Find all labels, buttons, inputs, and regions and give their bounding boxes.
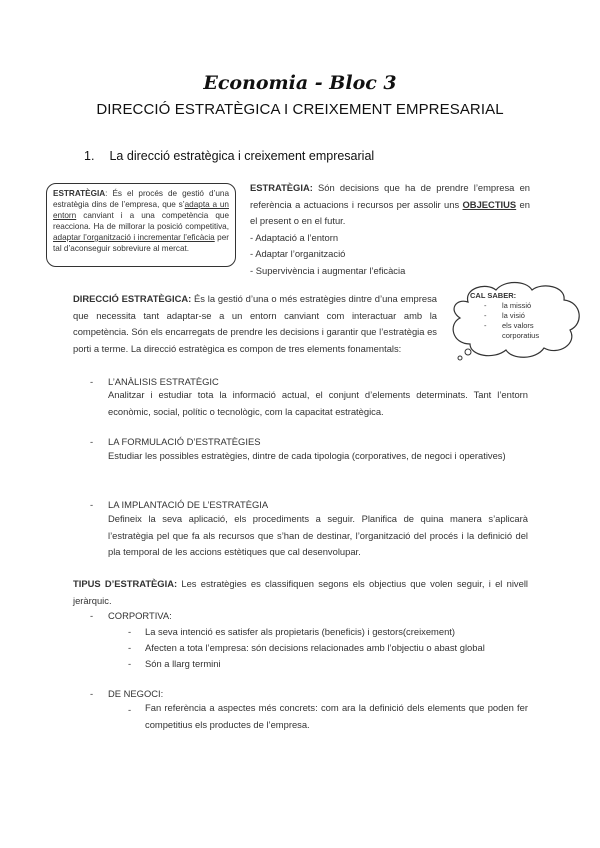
cloud-item: - la visió bbox=[484, 311, 552, 321]
list-dash: - bbox=[90, 610, 94, 621]
direccio-paragraph bbox=[73, 291, 437, 357]
element-body: Analitzar i estudiar tota la informació actual, el conjunt d’elements determinats. Tant l’entorn econòmic, social, polític o tecnològic, com la capacitat estratègica. bbox=[108, 389, 528, 417]
corporativa-head: CORPORTIVA: bbox=[108, 610, 172, 621]
estrategia-item: - Supervivència i augmentar l’eficàcia bbox=[250, 264, 406, 276]
box-text-1: : És el procés de gestió d’una estratègia dins de l’empresa, que s’ bbox=[53, 189, 229, 209]
element-head: L’ANÀLISIS ESTRATÈGIC bbox=[108, 376, 219, 387]
box-label: ESTRATÈGIA bbox=[53, 189, 106, 198]
box-text-2: canviant i a una competència que reacciona. Ha de millorar la posició competitiva, bbox=[53, 211, 229, 231]
list-dash: - bbox=[90, 688, 94, 699]
direccio-text: És la gestió d’una o més estratègies dintre d’una empresa que necessita tant adaptar-se a un entorn canviant com interactuar amb la competència. Són els encarregats de prendre les decisions i garantir que l’estratègia es porti a terme. La direcció estratègica es compon de tres elements fonamentals: bbox=[73, 293, 437, 354]
estrategia-item: - Adaptació a l’entorn bbox=[250, 231, 339, 243]
list-dash: - bbox=[128, 658, 132, 669]
corporativa-item: Són a llarg termini bbox=[145, 658, 221, 669]
list-dash: - bbox=[90, 436, 94, 447]
cloud-item: - la missió bbox=[484, 301, 552, 311]
estrategia-text-1: Són decisions que ha de prendre l’empresa en referència a actuacions i recursos per assolir uns bbox=[250, 182, 530, 210]
estrategia-label: ESTRATÈGIA: bbox=[250, 182, 313, 193]
section-heading bbox=[84, 149, 374, 163]
section-title: La direcció estratègica i creixement empresarial bbox=[109, 149, 375, 163]
element-body: Estudiar les possibles estratègies, dintre de cada tipologia (corporatives, de negoci i operatives) bbox=[108, 450, 506, 461]
corporativa-item: La seva intenció es satisfer als propietaris (beneficis) i gestors(creixement) bbox=[145, 626, 456, 637]
negoci-item: Fan referència a aspectes més concrets: com ara la definició dels elements que poden fer competitius els productes de l’empresa. bbox=[145, 702, 528, 730]
corporativa-item: Afecten a tota l’empresa: són decisions relacionades amb l’objectiu o abast global bbox=[145, 642, 485, 653]
element-body: Defineix la seva aplicació, els procediments a seguir. Planifica de quina manera s’aplicarà l’estratègia pel que fa als recursos que s’han de destinar, l’organització del procés i la definició del pla temporal de les accions estètiques que cal desenvolupar. bbox=[108, 513, 528, 557]
definition-box bbox=[46, 183, 236, 267]
objectius-word: OBJECTIUS bbox=[462, 198, 517, 210]
list-dash: - bbox=[128, 704, 132, 715]
list-dash: - bbox=[90, 376, 94, 387]
element-head: LA FORMULACIÓ D’ESTRATÈGIES bbox=[108, 436, 261, 447]
tipus-text: Les estratègies es classifiquen segons els objectius que volen seguir, i el nivell jeràrquic. bbox=[73, 578, 528, 606]
cloud-content bbox=[470, 291, 552, 341]
list-dash: - bbox=[90, 499, 94, 510]
element-head: LA IMPLANTACIÓ DE L’ESTRATÈGIA bbox=[108, 499, 269, 510]
estrategia-paragraph bbox=[250, 180, 530, 279]
section-number: 1. bbox=[84, 149, 95, 163]
negoci-head: DE NEGOCI: bbox=[108, 688, 164, 699]
cloud-item: - els valors corporatius bbox=[484, 321, 552, 341]
box-underlined-1: adapta a un entorn bbox=[53, 200, 229, 220]
box-underlined-2: adaptar l’organització i incrementar l’eficàcia bbox=[53, 233, 215, 242]
cloud-title: CAL SABER: bbox=[470, 291, 517, 300]
list-dash: - bbox=[128, 626, 132, 637]
estrategia-text-2: en el present o en el futur. bbox=[250, 198, 530, 226]
document-title: Economia - Bloc 3 bbox=[203, 72, 397, 94]
box-text-3: per tal d’aconseguir sobreviure al mercat. bbox=[53, 233, 229, 253]
list-dash: - bbox=[128, 642, 132, 653]
document-subtitle: DIRECCIÓ ESTRATÈGICA I CREIXEMENT EMPRESARIAL bbox=[96, 101, 504, 118]
estrategia-item: - Adaptar l’organització bbox=[250, 248, 346, 259]
tipus-label: TIPUS D’ESTRATÈGIA: bbox=[73, 578, 178, 589]
tipus-paragraph bbox=[73, 576, 528, 609]
direccio-label: DIRECCIÓ ESTRATÈGICA: bbox=[73, 293, 192, 304]
